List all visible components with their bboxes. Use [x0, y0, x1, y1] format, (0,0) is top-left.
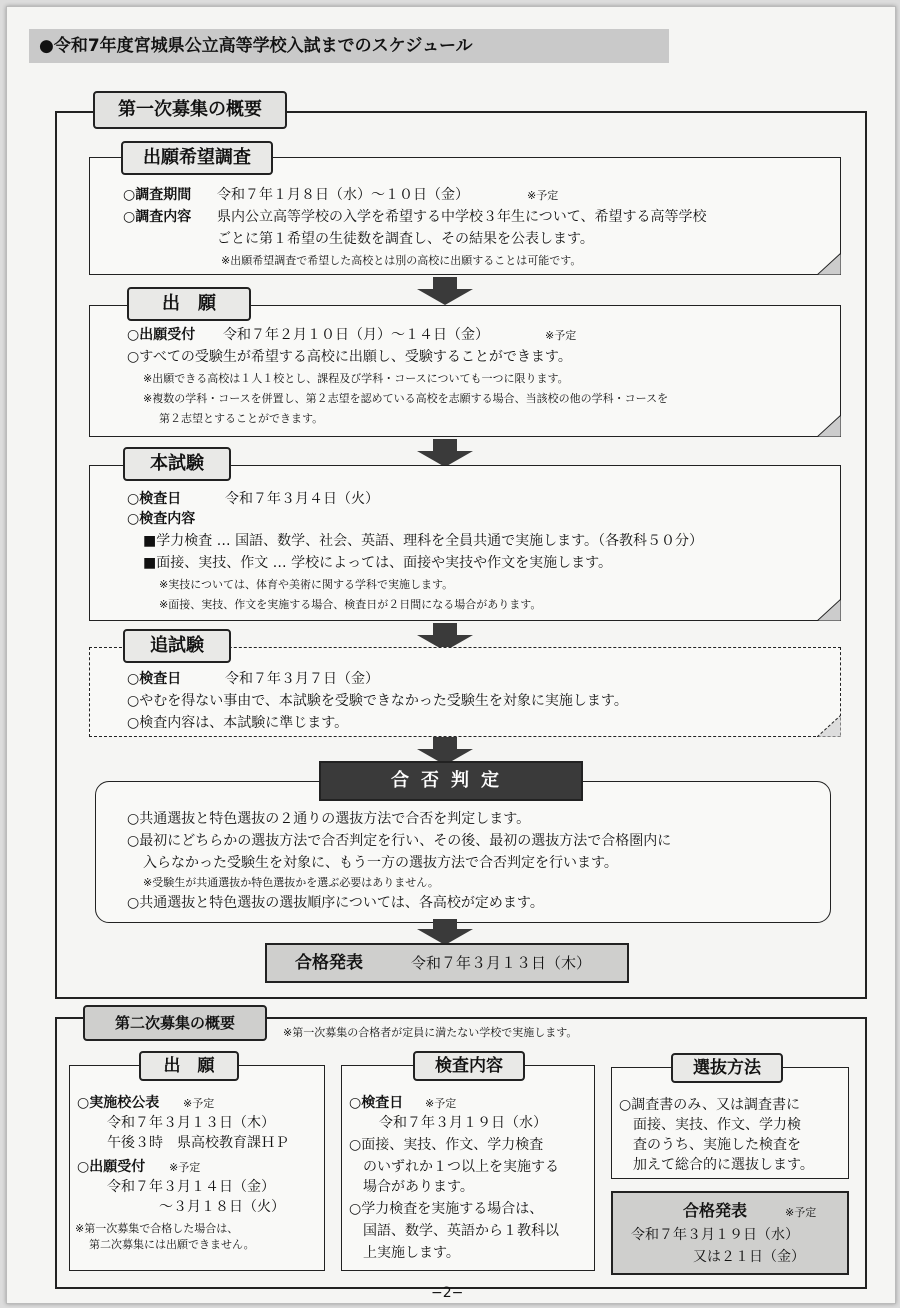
page-fold-icon [817, 253, 841, 275]
page-number: −2− [431, 1285, 464, 1301]
second-result-label: 合格発表 [683, 1201, 748, 1220]
second-school-announce-note: ※予定 [183, 1097, 215, 1110]
makeup-label: 追試験 [123, 629, 231, 663]
survey-note: ※出願希望調査で希望した高校とは別の高校に出願することは可能です。 [221, 254, 582, 267]
page-sheet [6, 6, 896, 1304]
arrow-down-icon [415, 919, 475, 945]
second-apply-start: 令和７年３月１４日（金） [107, 1179, 275, 1195]
exam-date-label: ○検査日 [127, 491, 182, 507]
page-fold-icon [817, 715, 841, 737]
exam-note-2: ※面接、実技、作文を実施する場合、検査日が２日間になる場合があります。 [159, 598, 542, 611]
makeup-text-1: ○やむを得ない事由で、本試験を受験できなかった受験生を対象に実施します。 [127, 693, 628, 709]
exam-content-label: ○検査内容 [127, 511, 196, 527]
apply-text: ○すべての受験生が希望する高校に出願し、受験することができます。 [127, 349, 572, 365]
second-exam-text-6: 上実施します。 [363, 1245, 460, 1261]
makeup-date-value: 令和７年３月７日（金） [225, 671, 379, 687]
exam-interview: ■面接、実技、作文 … 学校によっては、面接や実技や作文を実施します。 [143, 555, 613, 571]
survey-label: 出願希望調査 [121, 141, 273, 175]
apply-label: 出 願 [127, 287, 251, 321]
second-apply-label: 出 願 [139, 1051, 239, 1081]
second-method-text-1: ○調査書のみ、又は調査書に [619, 1097, 801, 1113]
second-apply-period-note: ※予定 [169, 1161, 201, 1174]
second-method-text-3: 査のうち、実施した検査を [633, 1137, 801, 1153]
page-title: ●令和7年度宮城県公立高等学校入試までのスケジュール [29, 29, 669, 63]
second-exam-date-label: ○検査日 [349, 1095, 404, 1111]
arrow-down-icon [415, 277, 475, 305]
second-exam-text-4: ○学力検査を実施する場合は、 [349, 1201, 544, 1217]
second-exam-date-note: ※予定 [425, 1097, 457, 1110]
second-exam-text-5: 国語、数学、英語から１教科以 [363, 1223, 559, 1239]
second-exam-text-1: ○面接、実技、作文、学力検査 [349, 1137, 544, 1153]
second-announce-time: 午後３時 県高校教育課ＨＰ [107, 1135, 289, 1151]
second-apply-note-2: 第二次募集には出願できません。 [89, 1238, 255, 1251]
second-exam-label: 検査内容 [413, 1051, 525, 1081]
makeup-date-label: ○検査日 [127, 671, 182, 687]
page-fold-icon [817, 415, 841, 437]
apply-note-2: ※複数の学科・コースを併置し、第２志望を認めている高校を志願する場合、当該校の他の学科・コースを [143, 392, 669, 405]
second-result-date-2: 又は２１日（金） [693, 1249, 805, 1265]
first-result-label: 合格発表 [295, 953, 363, 973]
exam-label: 本試験 [123, 447, 231, 481]
second-method-label: 選抜方法 [671, 1053, 783, 1083]
survey-period-label: ○調査期間 [123, 187, 192, 203]
second-exam-date: 令和７年３月１９日（水） [379, 1115, 547, 1131]
second-method-text-4: 加えて総合的に選抜します。 [633, 1157, 814, 1173]
page-fold-icon [817, 599, 841, 621]
first-result-date: 令和７年３月１３日（木） [411, 954, 592, 972]
second-method-text-2: 面接、実技、作文、学力検 [633, 1117, 801, 1133]
second-apply-note-1: ※第一次募集で合格した場合は、 [75, 1222, 239, 1235]
apply-note-3: 第２志望とすることができます。 [159, 412, 324, 425]
judgment-note: ※受験生が共通選抜か特色選抜かを選ぶ必要はありません。 [143, 876, 439, 889]
second-result-note: ※予定 [785, 1206, 817, 1219]
judgment-text-1: ○共通選抜と特色選抜の２通りの選抜方法で合否を判定します。 [127, 811, 531, 827]
makeup-text-2: ○検査内容は、本試験に準じます。 [127, 715, 349, 731]
second-apply-period-label: ○出願受付 [77, 1159, 146, 1175]
judgment-text-2: ○最初にどちらかの選抜方法で合否判定を行い、その後、最初の選抜方法で合格圏内に [127, 833, 672, 849]
judgment-text-4: ○共通選抜と特色選抜の選抜順序については、各高校が定めます。 [127, 895, 544, 911]
survey-period-value: 令和７年１月８日（水）～１０日（金） [217, 187, 469, 203]
second-school-announce-label: ○実施校公表 [77, 1095, 160, 1111]
second-exam-text-2: のいずれか１つ以上を実施する [363, 1159, 559, 1175]
second-announce-date: 令和７年３月１３日（木） [107, 1115, 275, 1131]
apply-note-1: ※出願できる高校は１人１校とし、課程及び学科・コースについても一つに限ります。 [143, 372, 569, 385]
second-recruitment-heading: 第二次募集の概要 [83, 1005, 267, 1041]
apply-period-label: ○出願受付 [127, 327, 196, 343]
survey-content-label: ○調査内容 [123, 209, 192, 225]
second-recruitment-note: ※第一次募集の合格者が定員に満たない学校で実施します。 [283, 1026, 578, 1039]
survey-period-note: ※予定 [527, 189, 559, 202]
second-result-date-1: 令和７年３月１９日（水） [631, 1227, 799, 1243]
first-recruitment-heading: 第一次募集の概要 [93, 91, 287, 129]
judgment-label: 合否判定 [319, 761, 583, 801]
exam-note-1: ※実技については、体育や美術に関する学科で実施します。 [159, 578, 454, 591]
exam-date-value: 令和７年３月４日（火） [225, 491, 379, 507]
second-apply-end: ～３月１８日（火） [159, 1199, 285, 1215]
exam-academic: ■学力検査 … 国語、数学、社会、英語、理科を全員共通で実施します。（各教科５０分） [143, 533, 704, 549]
arrow-down-icon [415, 439, 475, 467]
apply-period-note: ※予定 [545, 329, 577, 342]
apply-period-value: 令和７年２月１０日（月）～１４日（金） [223, 327, 489, 343]
survey-content-text: 県内公立高等学校の入学を希望する中学校３年生について、希望する高等学校 [217, 209, 707, 225]
second-exam-text-3: 場合があります。 [363, 1179, 474, 1195]
judgment-text-3: 入らなかった受験生を対象に、もう一方の選抜方法で合否判定を行います。 [143, 855, 618, 871]
survey-content-text-2: ごとに第１希望の生徒数を調査し、その結果を公表します。 [217, 231, 594, 247]
